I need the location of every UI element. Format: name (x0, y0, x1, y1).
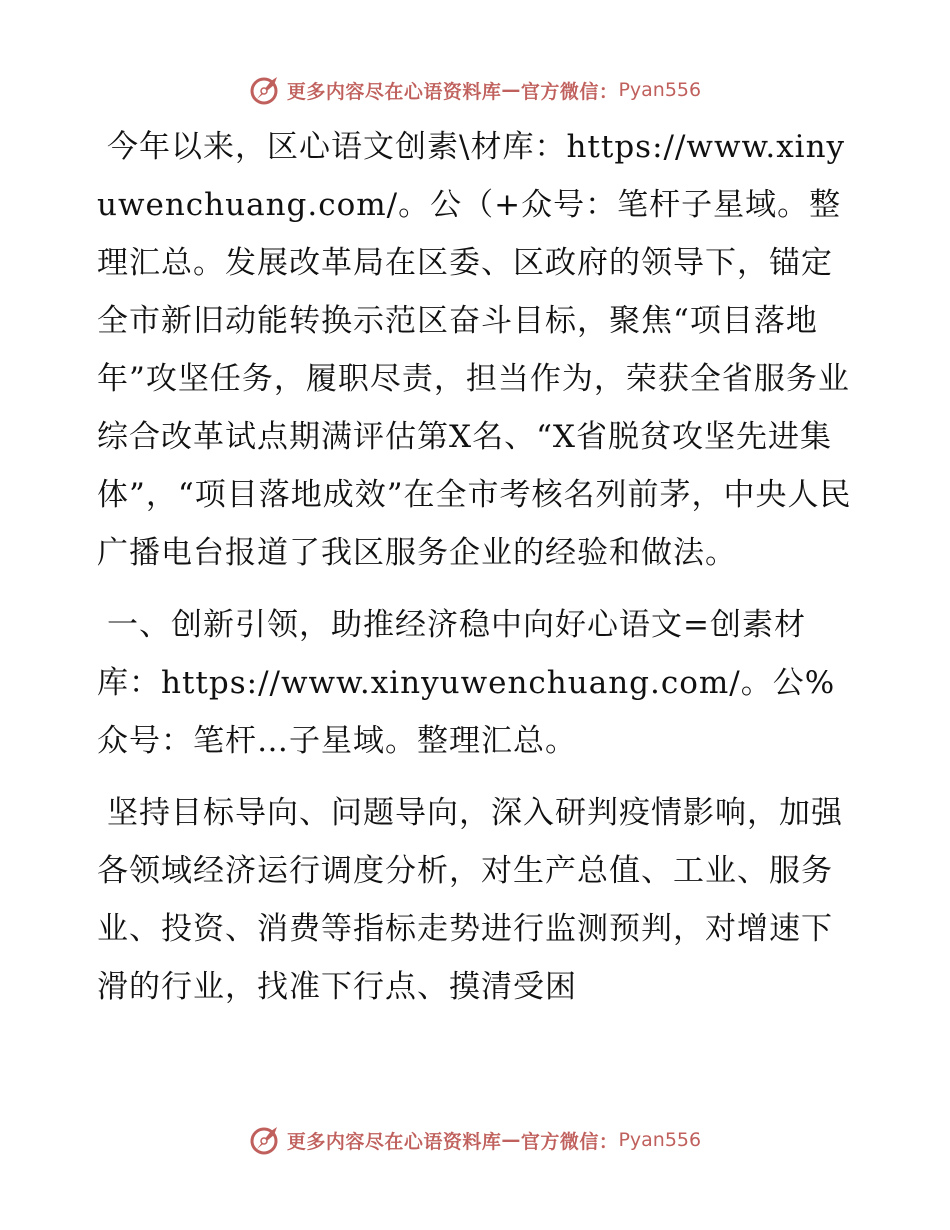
header-wechat-label: 官方微信： (520, 80, 619, 103)
footer-site-text: 更多内容尽在心语资料库 (286, 1130, 502, 1153)
footer-separator: — (501, 1129, 521, 1151)
paragraph-section-heading: 一、创新引领，助推经济稳中向好心语文=创素材库：https://www.xinyuwenchuang.com/。公%众号：笔杆…子星域。整理汇总。 (97, 607, 836, 759)
header-watermark-banner (0, 70, 950, 110)
quill-logo-icon (249, 73, 283, 107)
header-site-text: 更多内容尽在心语资料库 (286, 80, 502, 103)
quill-logo-icon (249, 1123, 283, 1157)
header-wechat-id: Pyan556 (618, 79, 702, 101)
document-body (97, 118, 857, 1016)
footer-watermark-banner (0, 1120, 950, 1160)
paragraph-intro: 今年以来，区心语文创素\材库：https://www.xinyuwenchuang.com/。公（+众号：笔杆子星域。整理汇总。发展改革局在区委、区政府的领导下，锚定全市新旧动能转换示范区奋斗目标，聚焦“项目落地年”攻坚任务，履职尽责，担当作为，荣获全省服务业综合改革试点期满评估第X名、“X省脱贫攻坚先进集体”，“项目落地成效”在全市考核名列前茅，中央人民广播电台报道了我区服务企业的经验和做法。 (97, 129, 852, 571)
paragraph-body: 坚持目标导向、问题导向，深入研判疫情影响，加强各领域经济运行调度分析，对生产总值、工业、服务业、投资、消费等指标走势进行监测预判，对增速下滑的行业，找准下行点、摸清受困 (97, 795, 843, 1005)
footer-wechat-label: 官方微信： (520, 1130, 619, 1153)
footer-wechat-id: Pyan556 (618, 1129, 702, 1151)
header-separator: — (501, 79, 521, 101)
